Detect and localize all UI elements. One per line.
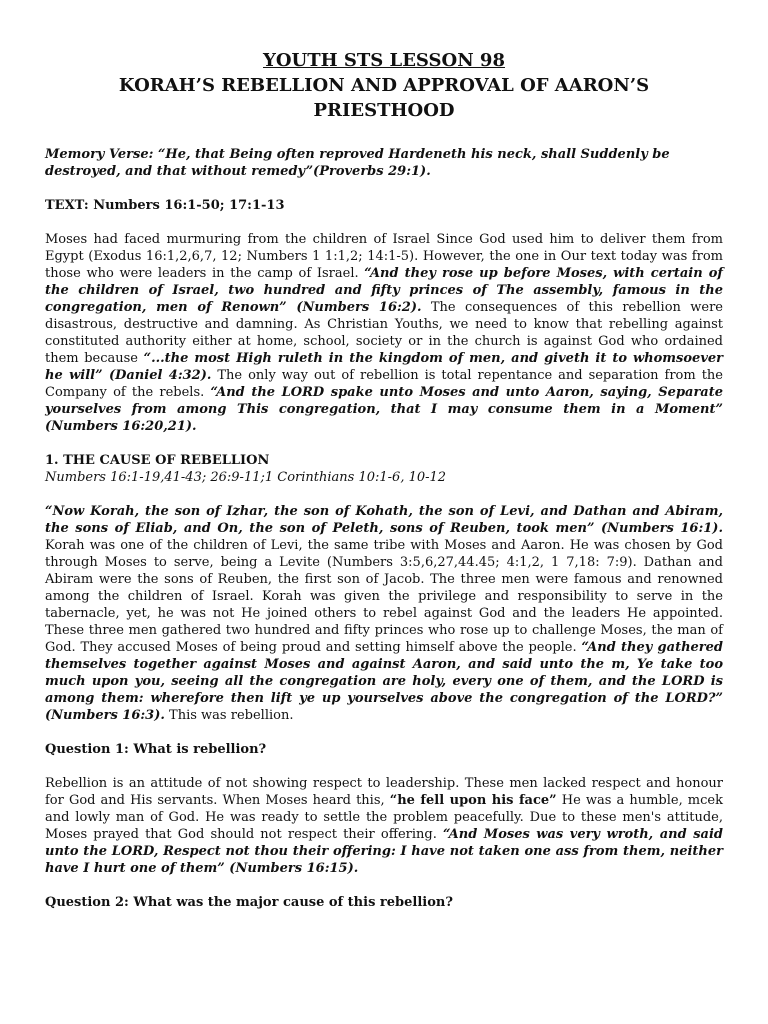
answer-1-bold: “he fell upon his face”: [389, 793, 557, 808]
section-references: Numbers 16:1-19,41-43; 26:9-11;1 Corinthians 10:1-6, 10-12: [45, 470, 447, 485]
question-2: Question 2: What was the major cause of this rebellion?: [45, 895, 453, 910]
memory-verse: Memory Verse: “He, that Being often reproved Hardeneth his neck, shall Suddenly be destroyed, and that without remedy”(Proverbs 29:1).: [45, 147, 670, 179]
intro-text-1: Moses had faced murmuring from the children of Israel Since God used him to deliver them from Egypt (Exodus 16:1,2,6,7, 12; Numbers 1 1:1,2; 14:1-5). However, the one in Our text today was from those who were leaders in the camp of Israel.: [45, 232, 723, 281]
intro-quote-1: “And they rose up before Moses, with certain of the children of Israel, two hundred and fifty princes of The assembly, famous in the congregation, men of Renown” (Numbers 16:2).: [45, 266, 723, 315]
section-heading: 1. THE CAUSE OF REBELLION: [45, 453, 270, 468]
section-text-1: Korah was one of the children of Levi, the same tribe with Moses and Aaron. He was chosen by God through Moses to serve, being a Levite (Numbers 3:5,6,27,44.45; 4:1,2, 1 7,18: 7:9). Dathan and Abiram were the sons of Reuben, the first son of Jacob. The three men were famous and renowned among the children of Israel. Korah was given the privilege and responsibility to serve in the tabernacle, yet, he was not He joined others to rebel against God and the leaders He appointed. These three men gathered two hundred and fifty princes who rose up to challenge Moses, the man of God. They accused Moses of being proud and setting himself above the people.: [45, 538, 723, 655]
lesson-title: [45, 48, 723, 123]
lesson-title-line3: PRIESTHOOD: [313, 100, 455, 121]
intro-paragraph: [45, 231, 723, 435]
intro-quote-2: “...the most High ruleth in the kingdom of men, and giveth it to whomsoever he will” (Daniel 4:32).: [45, 351, 723, 383]
intro-quote-3: “And the LORD spake unto Moses and unto Aaron, saying, Separate yourselves from among This congregation, that I may consume them in a Moment” (Numbers 16:20,21).: [45, 385, 724, 434]
lesson-number: YOUTH STS LESSON 98: [263, 50, 505, 71]
answer-1-paragraph: [45, 775, 723, 877]
section-paragraph: [45, 503, 723, 724]
document-page: [45, 48, 723, 911]
question-1: Question 1: What is rebellion?: [45, 742, 267, 757]
answer-1-text-1: Rebellion is an attitude of not showing respect to leadership. These men lacked respect and honour for God and His servants. When Moses heard this,: [45, 776, 723, 808]
answer-1-quote: “And Moses was very wroth, and said unto the LORD, Respect not thou their offering: I have not taken one ass from them, neither have I hurt one of them” (Numbers 16:15).: [45, 827, 723, 876]
section-quote-2: “And they gathered themselves together against Moses and against Aaron, and said unto the m, Ye take too much upon you, seeing all the congregation are holy, every one of them, and the LORD is among them: wherefore then lift ye up yourselves above the congregation of the LORD?” (Numbers 16:3).: [45, 640, 724, 723]
lesson-title-line2: KORAH’S REBELLION AND APPROVAL OF AARON’S: [118, 75, 650, 96]
text-reference: TEXT: Numbers 16:1-50; 17:1-13: [45, 198, 285, 213]
intro-text-3: The only way out of rebellion is total repentance and separation from the Company of the rebels.: [45, 368, 723, 400]
section-text-2: This was rebellion.: [164, 708, 294, 723]
answer-1-text-2: He was a humble, mcek and lowly man of God. He was ready to settle the problem peacefully. Due to these men's attitude, Moses prayed that God should not respect their offering.: [45, 793, 723, 842]
section-quote-1: “Now Korah, the son of Izhar, the son of Kohath, the son of Levi, and Dathan and Abiram, the sons of Eliab, and On, the son of Peleth, sons of Reuben, took men” (Numbers 16:1).: [45, 504, 723, 536]
intro-text-2: The consequences of this rebellion were disastrous, destructive and damning. As Christian Youths, we need to know that rebelling against constituted authority either at home, school, society or in the church is against God who ordained them because: [45, 300, 723, 366]
